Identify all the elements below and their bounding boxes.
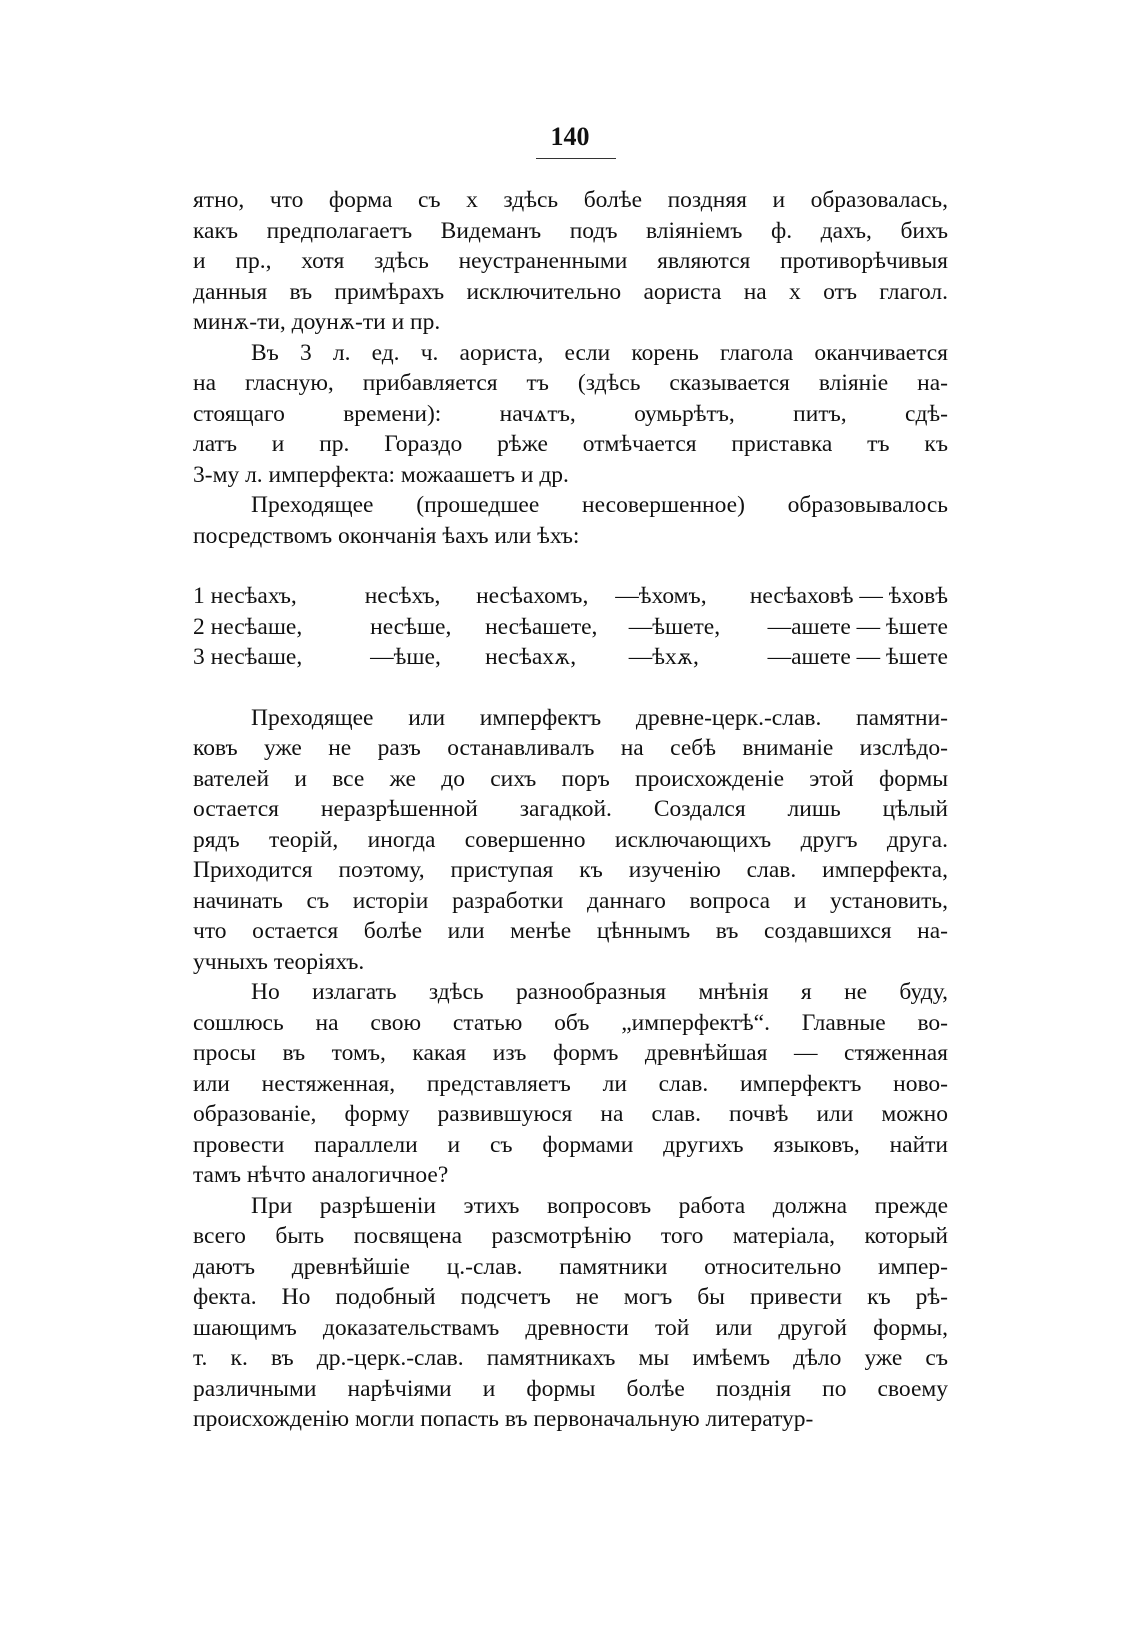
bottom-paragraphs [193,703,948,1435]
text-line: происхожденію могли попасть въ первоначальную литератур- [193,1406,814,1432]
text-line: вателей и все же до сихъ поръ происхожденіе этой формы [193,765,948,792]
text-line: шающимъ доказательствамъ древности той или другой формы, [193,1314,948,1341]
text-line: Преходящее или имперфектъ древне-церк.-слав. памятни- [251,704,948,731]
table-cell: несѣашете, [485,613,598,640]
text-line: даютъ древнѣйшіе ц.-слав. памятники относительно импер- [193,1253,948,1280]
text-line: или нестяженная, представляетъ ли слав. имперфектъ ново- [193,1070,948,1097]
text-line: что остается болѣе или менѣе цѣннымъ въ создавшихся на- [193,918,948,944]
table-row [193,612,948,643]
table-cell: —ашете — ѣшете [767,613,948,640]
text-line: данныя въ примѣрахъ исключительно аориста на x отъ глагол. [193,278,948,305]
table-cell: —ѣхѫ, [628,644,699,670]
table-cell: —ѣхомъ, [615,583,707,609]
text-line: стоящаго времени): начѧтъ, оумьрѣтъ, питъ, сдѣ- [193,400,948,427]
table-cell: —ѣшете, [628,613,721,640]
text-line: ятно, что форма съ x здѣсь болѣе поздняя и образовалась, [193,187,948,213]
text-line: 3-му л. имперфекта: можаашетъ и др. [193,461,569,488]
table-cell: 2 несѣаше, [193,613,303,640]
text-line: учныхъ теоріяхъ. [193,948,365,975]
text-line: Въ 3 л. ед. ч. аориста, если корень глагола оканчивается [251,339,948,366]
text-line: начинать съ исторіи разработки даннаго вопроса и установить, [193,887,948,914]
text-line: рядъ теорій, иногда совершенно исключающихъ другъ друга. [193,826,948,853]
text-line: Но излагать здѣсь разнообразныя мнѣнія я не буду, [251,979,948,1005]
table-cell: несѣахомъ, [476,583,589,609]
text-line: какъ предполагаетъ Видеманъ подъ вліяніемъ ф. дахъ, бихъ [193,217,948,244]
text-line: т. к. въ др.-церк.-слав. памятникахъ мы имѣемъ дѣло уже съ [193,1345,948,1371]
text-line: на гласную, прибавляется тъ (здѣсь сказывается вліяніе на- [193,370,948,396]
text-line: образованіе, форму развившуюся на слав. почвѣ или можно [193,1101,948,1127]
table-cell: несѣше, [370,613,452,640]
text-line: посредствомъ окончанія ѣахъ или ѣхъ: [193,522,580,549]
table-row [193,581,948,612]
text-line: и пр., хотя здѣсь неустраненными являются противорѣчивыя [193,248,948,274]
table-cell: несѣаховѣ — ѣховѣ [749,583,948,609]
table-cell: 1 несѣахъ, [193,583,297,609]
text-line: всего быть посвящена разсмотрѣнію того матеріала, который [193,1223,948,1249]
text-line: тамъ нѣчто аналогичное? [193,1162,449,1188]
table-cell: —ѣше, [370,644,441,670]
text-line: провести параллели и съ формами другихъ языковъ, найти [193,1131,948,1158]
text-line: различными нарѣчіями и формы болѣе позднія по своему [193,1375,948,1402]
text-line: сошлюсь на свою статью объ „имперфектѣ“. Главные во- [193,1009,948,1036]
table-cell: —ашете — ѣшете [767,644,948,670]
text-line: фекта. Но подобный подсчетъ не могъ бы привести къ рѣ- [193,1284,948,1310]
text-line: просы въ томъ, какая изъ формъ древнѣйшая — стяженная [193,1040,948,1066]
text-line: Преходящее (прошедшее несовершенное) образовывалось [251,492,948,518]
text-line: При разрѣшеніи этихъ вопросовъ работа должна прежде [251,1192,948,1219]
body-text [193,185,948,1435]
top-paragraphs [193,185,948,551]
text-line: ковъ уже не разъ останавливалъ на себѣ вниманіе изслѣдо- [193,735,948,761]
text-line: латъ и пр. Гораздо рѣже отмѣчается приставка тъ къ [193,431,948,457]
page-number-rule [536,158,616,159]
text-line: минѫ-ти, доунѫ-ти и пр. [193,309,441,335]
table-cell: несѣахѫ, [485,644,577,670]
page-number: 140 [550,122,590,151]
conjugation-table [193,581,948,673]
table-cell: 3 несѣаше, [193,644,303,670]
table-cell: несѣхъ, [364,583,441,609]
text-line: Приходится поэтому, приступая къ изученію слав. имперфекта, [193,857,948,883]
table-row [193,642,948,673]
text-line: остается неразрѣшенной загадкой. Создался лишь цѣлый [193,796,948,822]
